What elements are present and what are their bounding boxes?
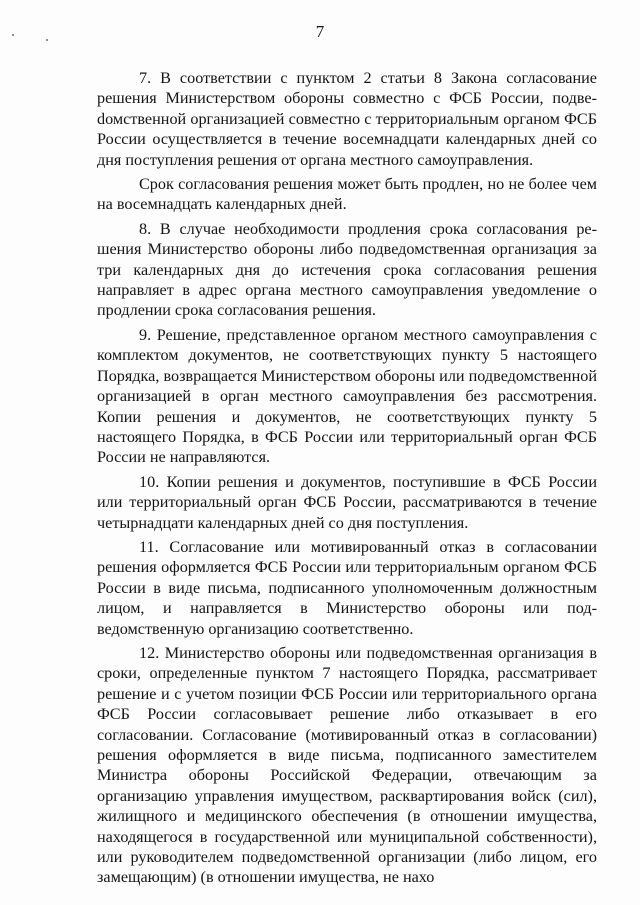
paragraph-10: 10. Копии решения и документов, поступившие в ФСБ России или территориальный орган ФСБ России, рассматриваются в течение четырнадцати календарных дней со дня поступления.	[97, 472, 597, 532]
paragraph-12: 12. Министерство обороны или подведомственная организация в сроки, определенные пунктом 7 настоящего Порядка, рассматривает решение и с учетом позиции ФСБ России или территориального органа ФСБ России согласовывает решение либо отказывает в его согласовании. Согласование (мотивированный отказ в согласовании) решения оформляется в виде письма, подписанного заместителем Министра обороны Российской Федерации, отвечающим за организацию управления имуществом, расквартирования войск (сил), жилищного и медицинского обеспечения (в отношении имущества, находящегося в государственной или муниципальной собственности), или руководителем подведомственной организации (либо лицом, его замещающим) (в отношении имущества, не нахо	[97, 643, 597, 887]
paragraph-7: 7. В соответствии с пунктом 2 статьи 8 Закона согласование решения Министерством обороны совместно с ФСБ России, подвеdомственной организацией совместно с территориальным органом ФСБ России осуществляется в течение восемнадцати календарных дней со дня поступления решения от органа местного самоуправления.	[97, 69, 597, 169]
paragraph-11: 11. Согласование или мотивированный отказ в согласовании решения оформляется ФСБ России или территориальным органом ФСБ России в виде письма, подписанного уполномоченным должностным лицом, и направляется в Министерство обороны или подведомственную организацию соответственно.	[97, 537, 597, 638]
paragraph-8: 8. В случае необходимости продления срока согласования решения Министерство обороны либо подведомственная организация за три календарных дня до истечения срока согласования решения направляет в адрес органа местного самоуправления уведомление о продлении срока согласования решения.	[97, 219, 597, 320]
document-body	[97, 68, 597, 888]
page-number: 7	[315, 22, 325, 41]
paragraph-7-extension: Срок согласования решения может быть продлен, но не более чем на восемнадцать календарных дней.	[97, 175, 597, 214]
paragraph-9: 9. Решение, представленное органом местного самоуправления с комплектом документов, не соответствующих пункту 5 настоящего Порядка, возвращается Министерством обороны или подведомственной организацией в орган местного самоуправления без рассмотрения. Копии решения и документов, не соответствующих пункту 5 настоящего Порядка, в ФСБ России или территориальный орган ФСБ России не направляются.	[97, 325, 598, 467]
